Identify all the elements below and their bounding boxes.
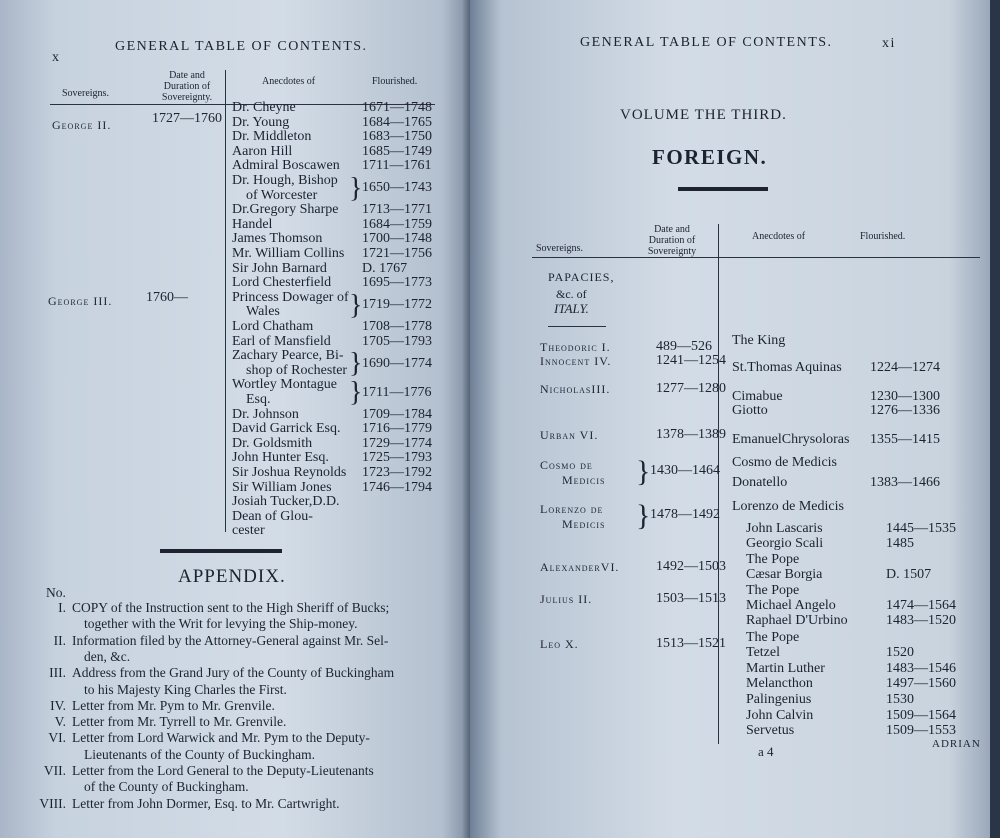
sovereign-date: 1378—1389: [656, 427, 726, 442]
flourished-date: 1224—1274: [870, 360, 940, 375]
flourished-date: 1509—1564: [886, 708, 956, 723]
anecdote-name: Josiah Tucker,D.D.: [232, 494, 340, 510]
flourished-date: 1690—1774: [362, 355, 432, 371]
appendix-item-text: COPY of the Instruction sent to the High Sheriff of Bucks;: [72, 600, 390, 615]
flourished-date: 1746—1794: [362, 479, 432, 495]
flourished-date: 1483—1546: [886, 661, 956, 676]
brace-mark: }: [349, 377, 363, 409]
sovereign-date: 1277—1280: [656, 381, 726, 396]
sovereign-date: 1492—1503: [656, 559, 726, 574]
header-rule: [532, 257, 980, 258]
anecdote-name: The King: [732, 333, 786, 348]
anecdote-name: Michael Angelo: [746, 598, 836, 613]
running-head: GENERAL TABLE OF CONTENTS.: [580, 35, 833, 50]
group-heading: &c. of: [556, 287, 587, 301]
appendix-title: APPENDIX.: [178, 566, 286, 587]
flourished-date: 1723—1792: [362, 465, 432, 480]
flourished-date: D. 1507: [886, 567, 932, 582]
anecdote-name: Cosmo de Medicis: [732, 455, 837, 470]
flourished-date: 1711—1761: [362, 158, 432, 174]
column-divider: [225, 70, 226, 532]
flourished-date: 1709—1784: [362, 406, 432, 422]
sovereign-date: 1478—1492: [650, 507, 720, 522]
flourished-date: 1445—1535: [886, 521, 956, 536]
sovereign-date: 1503—1513: [656, 591, 726, 606]
sovereign-date: 1513—1521: [656, 636, 726, 651]
anecdote-name: shop of Rochester: [246, 362, 348, 378]
col-header-anecdotes: Anecdotes of: [262, 76, 316, 87]
flourished-date: 1708—1778: [362, 319, 432, 334]
appendix-item-number: II.: [53, 632, 66, 648]
catchword: ADRIAN: [932, 738, 981, 750]
appendix-item-text: Address from the Grand Jury of the County of Buckingham: [72, 665, 395, 681]
anecdote-name: Cæsar Borgia: [746, 567, 823, 582]
anecdote-name: Dean of Glou-: [232, 508, 313, 524]
flourished-date: 1509—1553: [886, 723, 956, 738]
brace-mark: }: [349, 348, 363, 380]
anecdote-name: Aaron Hill: [232, 143, 293, 159]
sovereign-name: Medicis: [562, 517, 606, 531]
col-header-anecdotes: Anecdotes of: [752, 231, 806, 242]
anecdote-name: Servetus: [746, 723, 795, 738]
flourished-date: 1684—1759: [362, 216, 432, 232]
signature-mark: a 4: [758, 744, 774, 759]
appendix-item-number: VI.: [48, 730, 66, 746]
column-divider: [718, 224, 719, 744]
flourished-date: 1355—1415: [870, 432, 940, 447]
sovereign-name: AlexanderVI.: [540, 560, 620, 574]
group-heading: PAPACIES,: [548, 270, 615, 284]
anecdote-name: Giotto: [732, 403, 768, 418]
col-header-flourished: Flourished.: [372, 76, 418, 87]
appendix-item-text: Letter from the Lord General to the Deputy-Lieutenants: [72, 763, 374, 778]
anecdote-name: Donatello: [732, 475, 788, 490]
sovereign-date: 489—526: [656, 339, 712, 354]
anecdote-name: David Garrick Esq.: [232, 421, 341, 437]
anecdote-name: EmanuelChrysoloras: [732, 432, 850, 447]
flourished-date: D. 1767: [362, 260, 408, 276]
appendix-item-text: Information filed by the Attorney-General against Mr. Sel-: [72, 632, 389, 648]
appendix-item-text: of the County of Buckingham.: [84, 779, 249, 795]
appendix-item-number: V.: [54, 714, 66, 730]
flourished-date: 1705—1793: [362, 333, 432, 349]
flourished-date: 1650—1743: [362, 180, 432, 196]
appendix-item-text: together with the Writ for levying the Ship-money.: [84, 616, 358, 632]
col-header-sovereigns: Sovereigns.: [62, 88, 109, 99]
anecdote-name: Dr. Middleton: [232, 129, 312, 145]
sovereign-name: NicholasIII.: [540, 382, 611, 396]
anecdote-name: Esq.: [246, 392, 271, 407]
right-page: [470, 0, 990, 838]
flourished-date: 1711—1776: [362, 384, 432, 400]
anecdote-name: John Lascaris: [746, 521, 823, 536]
anecdote-name: Georgio Scali: [746, 536, 824, 551]
left-page: [0, 0, 470, 838]
group-heading: ITALY.: [554, 301, 589, 316]
anecdote-name: of Worcester: [246, 187, 318, 203]
flourished-date: 1230—1300: [870, 389, 940, 404]
anecdote-name: Palingenius: [746, 692, 812, 707]
sovereign-name: Leo X.: [540, 637, 579, 651]
anecdote-name: Wortley Montague: [232, 377, 338, 393]
flourished-date: 1497—1560: [886, 676, 956, 691]
anecdote-name: John Hunter Esq.: [232, 450, 329, 466]
anecdote-name: Lord Chatham: [232, 319, 314, 334]
sovereign-name: Cosmo de: [540, 458, 593, 472]
appendix-item-text: Lieutenants of the County of Buckingham.: [84, 746, 315, 762]
col-header-date: Date and Duration of Sovereignty.: [161, 70, 213, 103]
flourished-date: 1685—1749: [362, 143, 432, 159]
anecdote-name: Zachary Pearce, Bi-: [232, 348, 344, 364]
sovereign-name: Medicis: [562, 473, 606, 487]
flourished-date: 1383—1466: [870, 475, 940, 490]
heading-rule: [678, 187, 768, 191]
appendix-item-number: IV.: [50, 697, 66, 713]
anecdote-name: Sir John Barnard: [232, 260, 327, 276]
flourished-date: 1721—1756: [362, 246, 432, 261]
appendix-item-text: to his Majesty King Charles the First.: [84, 681, 287, 697]
anecdote-name: Dr. Goldsmith: [232, 435, 313, 451]
anecdote-name: The Pope: [746, 583, 800, 598]
anecdote-name: St.Thomas Aquinas: [732, 360, 842, 375]
anecdote-name: Princess Dowager of: [232, 289, 349, 305]
sovereign-date: 1760—: [146, 290, 188, 305]
flourished-date: 1530: [886, 692, 914, 707]
running-head: GENERAL TABLE OF CONTENTS.: [115, 39, 368, 54]
anecdote-name: Lorenzo de Medicis: [732, 499, 844, 514]
anecdote-name: Dr. Young: [232, 114, 290, 130]
brace-mark: }: [636, 455, 651, 488]
anecdote-name: Wales: [246, 304, 280, 320]
appendix-item-text: Letter from Mr. Tyrrell to Mr. Grenvile.: [72, 714, 287, 730]
brace-mark: }: [349, 289, 363, 321]
anecdote-name: Sir Joshua Reynolds: [232, 465, 347, 480]
flourished-date: 1700—1748: [362, 231, 432, 247]
anecdote-name: Lord Chesterfield: [232, 275, 332, 291]
flourished-date: 1716—1779: [362, 421, 432, 437]
anecdote-name: Admiral Boscawen: [232, 158, 340, 174]
col-header-flourished: Flourished.: [860, 231, 906, 242]
sovereign-date: 1241—1254: [656, 353, 726, 368]
anecdote-name: Earl of Mansfield: [232, 333, 331, 349]
page-number: xi: [882, 36, 896, 51]
flourished-date: 1485: [886, 536, 914, 551]
flourished-date: 1520: [886, 645, 914, 660]
flourished-date: 1684—1765: [362, 114, 432, 130]
anecdote-name: Handel: [232, 216, 273, 232]
sovereign-name: George II.: [52, 118, 112, 132]
flourished-date: 1725—1793: [362, 450, 432, 466]
anecdote-name: The Pope: [746, 552, 800, 567]
anecdote-name: Martin Luther: [746, 661, 825, 676]
anecdote-name: Melancthon: [746, 676, 813, 691]
sovereign-date: 1430—1464: [650, 463, 720, 478]
brace-mark: }: [636, 499, 651, 532]
page-number: x: [52, 50, 61, 65]
sovereign-name: Innocent IV.: [540, 354, 612, 368]
volume-heading: VOLUME THE THIRD.: [620, 107, 787, 123]
flourished-date: 1719—1772: [362, 297, 432, 313]
anecdote-name: Dr. Johnson: [232, 406, 299, 422]
appendix-no-label: No.: [46, 585, 66, 600]
flourished-date: 1683—1750: [362, 129, 432, 145]
sovereign-name: Lorenzo de: [540, 502, 604, 516]
sovereign-name: Theodoric I.: [540, 340, 611, 354]
col-header-date: Date and Duration of Sovereignty: [647, 224, 697, 257]
anecdote-name: Dr. Cheyne: [232, 100, 296, 115]
flourished-date: 1276—1336: [870, 403, 940, 418]
flourished-date: 1695—1773: [362, 275, 432, 291]
anecdote-name: Sir William Jones: [232, 479, 332, 495]
flourished-date: 1474—1564: [886, 598, 956, 613]
flourished-date: 1483—1520: [886, 613, 956, 628]
appendix-item-text: Letter from Lord Warwick and Mr. Pym to the Deputy-: [72, 730, 370, 746]
anecdote-name: The Pope: [746, 630, 800, 645]
anecdote-name: cester: [232, 523, 265, 539]
anecdote-name: James Thomson: [232, 231, 323, 247]
anecdote-name: Tetzel: [746, 645, 780, 660]
anecdote-name: Mr. William Collins: [232, 246, 345, 261]
book-edge: [990, 0, 1000, 838]
sovereign-name: Urban VI.: [540, 428, 599, 442]
appendix-item-text: Letter from John Dormer, Esq. to Mr. Cartwright.: [72, 795, 340, 811]
appendix-item-number: I.: [58, 600, 66, 615]
col-header-sovereigns: Sovereigns.: [536, 243, 583, 254]
anecdote-name: Dr.Gregory Sharpe: [232, 202, 339, 218]
appendix-item-text: den, &c.: [84, 648, 131, 664]
anecdote-name: Cimabue: [732, 389, 783, 404]
group-rule: [548, 326, 606, 327]
flourished-date: 1713—1771: [362, 202, 432, 218]
section-divider: [160, 549, 282, 553]
sovereign-name: George III.: [48, 294, 113, 308]
flourished-date: 1671—1748: [362, 100, 432, 115]
anecdote-name: John Calvin: [746, 708, 814, 723]
flourished-date: 1729—1774: [362, 435, 432, 451]
appendix-item-number: VIII.: [39, 795, 66, 811]
anecdote-name: Raphael D'Urbino: [746, 613, 848, 628]
appendix-item-number: III.: [49, 665, 66, 681]
sovereign-date: 1727—1760: [152, 111, 222, 126]
appendix-item-number: VII.: [43, 763, 66, 778]
section-heading: FOREIGN.: [652, 145, 768, 169]
anecdote-name: Dr. Hough, Bishop: [232, 173, 338, 188]
sovereign-name: Julius II.: [540, 592, 593, 606]
brace-mark: }: [349, 173, 363, 204]
appendix-item-text: Letter from Mr. Pym to Mr. Grenvile.: [72, 697, 275, 713]
